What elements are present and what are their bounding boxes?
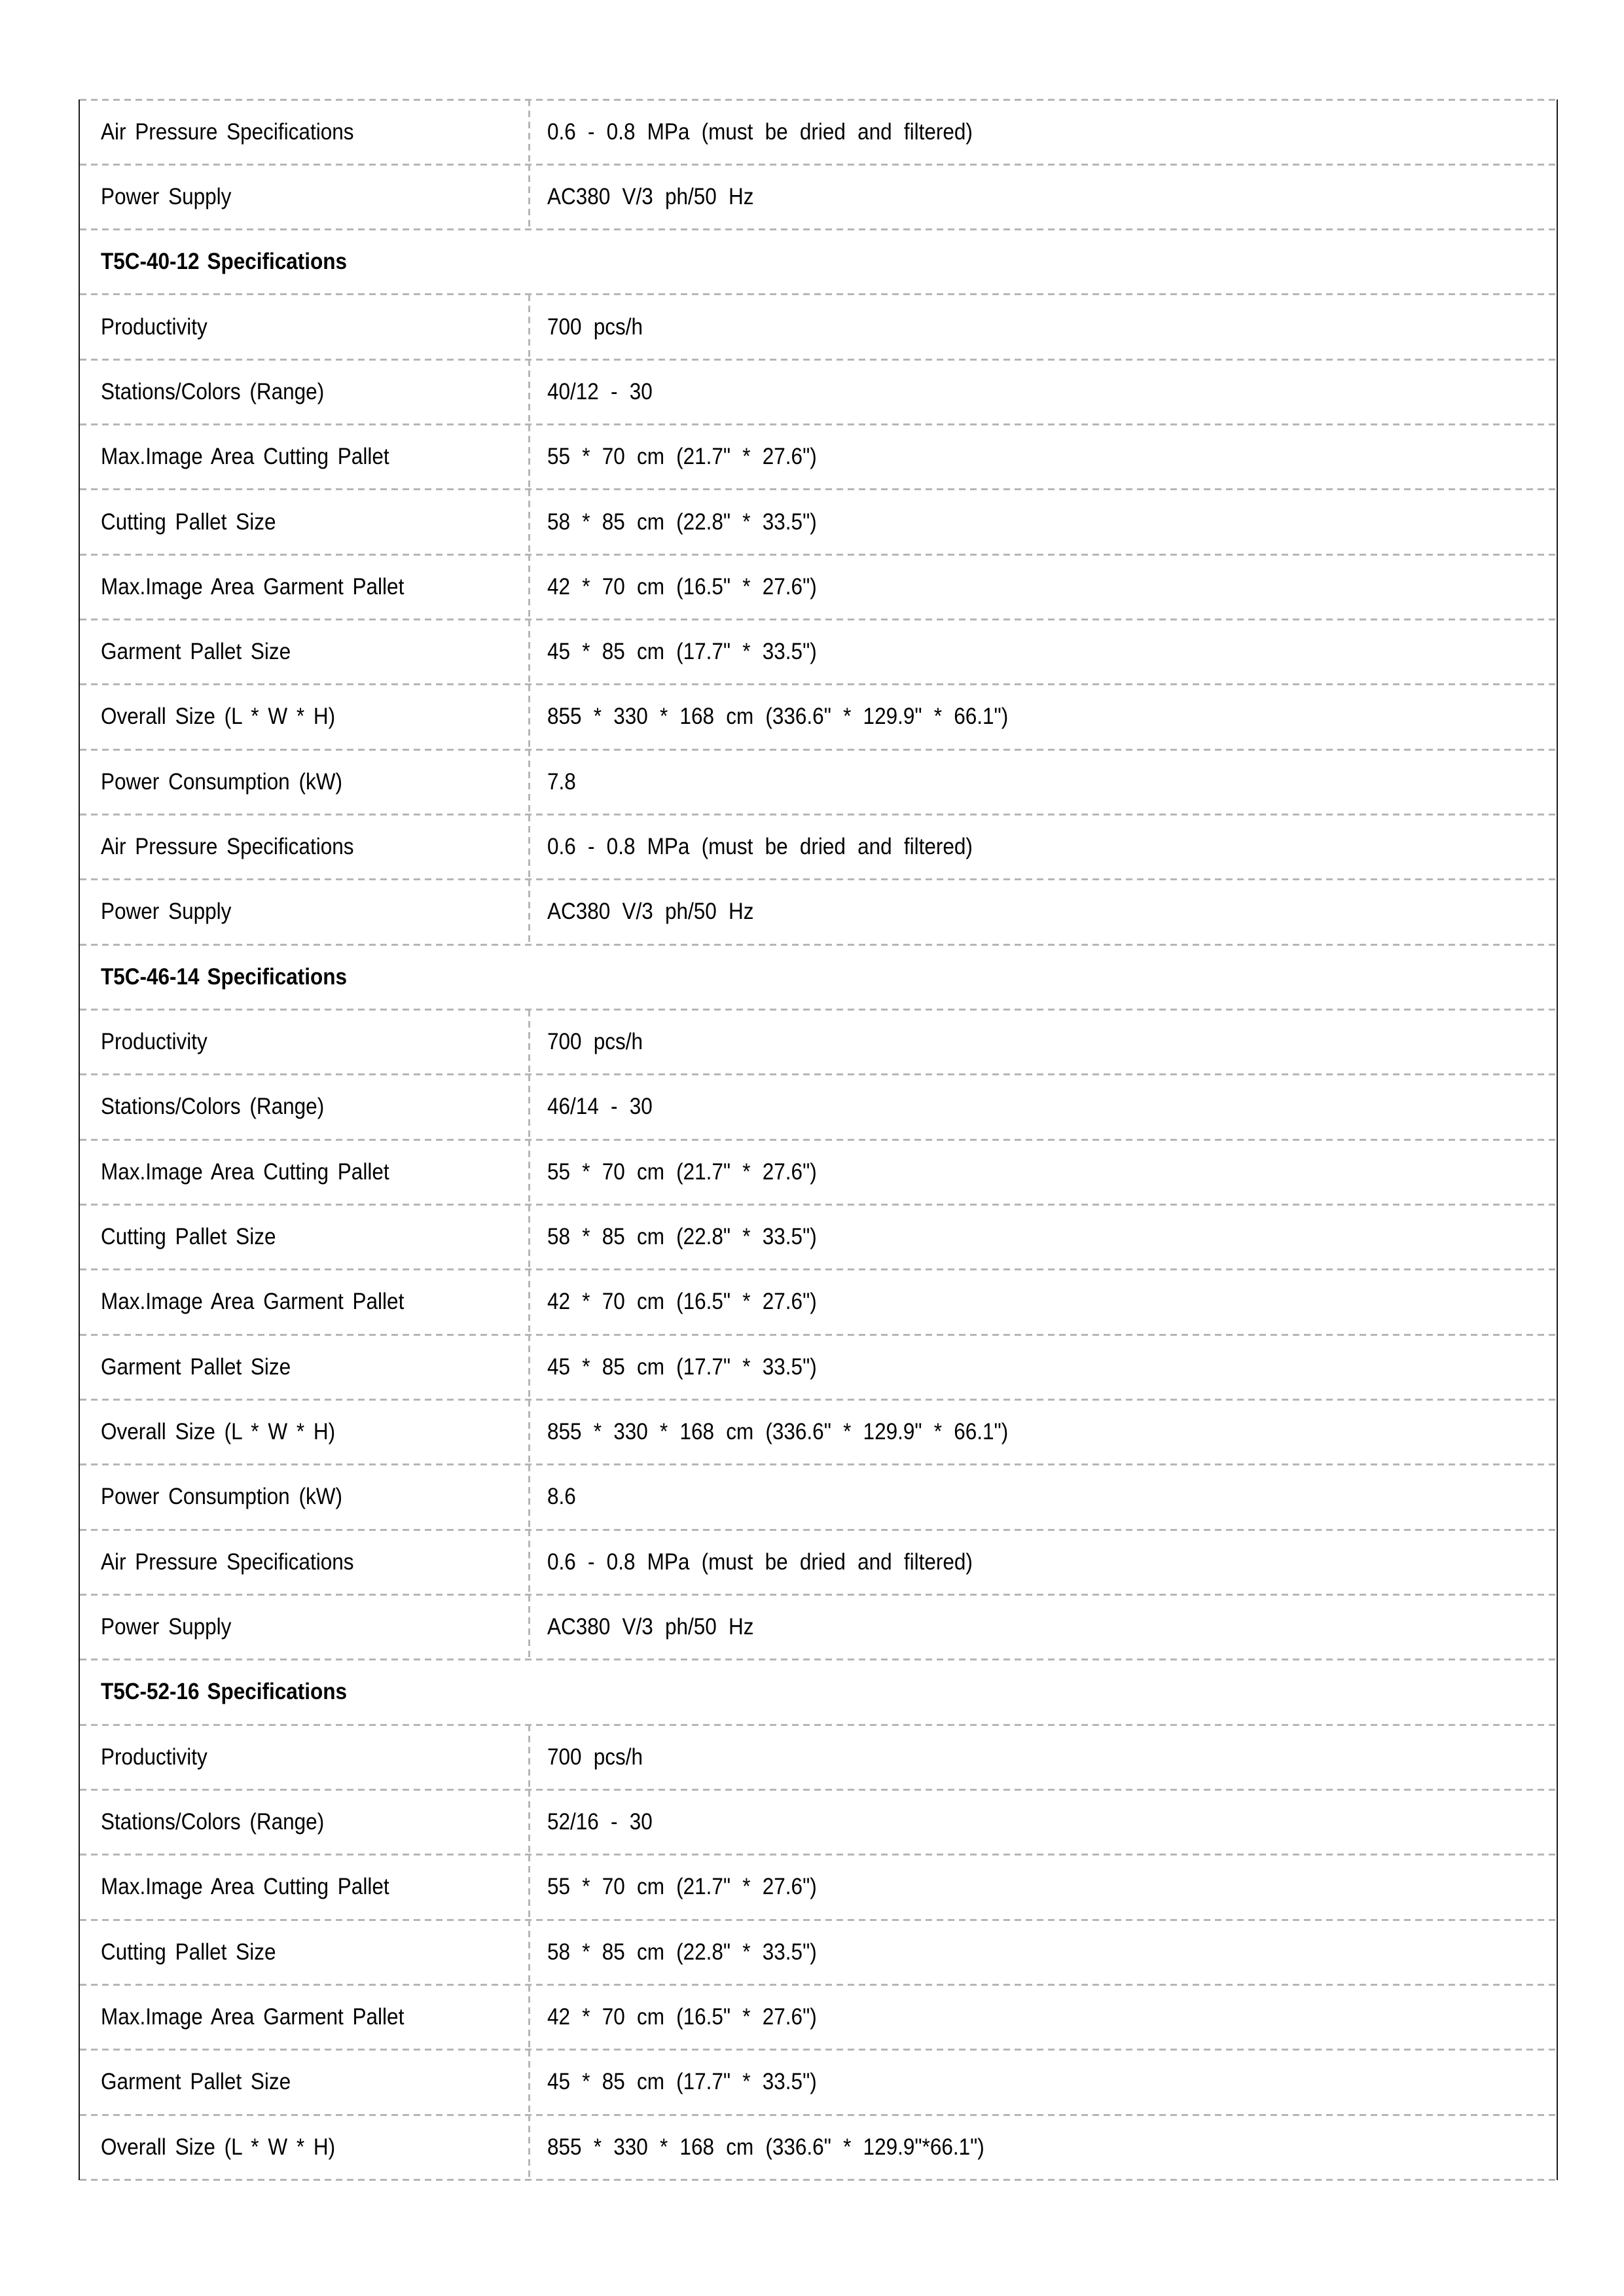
- spec-value: 40/12 - 30: [547, 378, 653, 404]
- spec-label: Power Supply: [101, 899, 232, 925]
- spec-value-cell: [528, 1920, 1557, 1984]
- spec-row: [80, 620, 1557, 685]
- spec-value: 700 pcs/h: [547, 1029, 643, 1055]
- spec-label-cell: [80, 1939, 528, 1965]
- spec-label: Stations/Colors (Range): [101, 1809, 325, 1835]
- spec-label: Stations/Colors (Range): [101, 1094, 325, 1120]
- spec-value: 7.8: [547, 768, 576, 795]
- spec-value: 855 * 330 * 168 cm (336.6" * 129.9" * 66.1"): [547, 704, 1009, 730]
- spec-label: Cutting Pallet Size: [101, 1939, 276, 1965]
- spec-value-cell: [528, 490, 1557, 554]
- spec-value-cell: [528, 164, 1557, 229]
- spec-label-cell: [80, 1159, 528, 1185]
- spec-label-cell: [80, 1874, 528, 1900]
- section-title-cell: [80, 249, 528, 275]
- spec-label: Overall Size (L * W * H): [101, 2134, 336, 2160]
- spec-label: Garment Pallet Size: [101, 639, 291, 665]
- spec-value-cell: [528, 1139, 1557, 1204]
- spec-row: [80, 880, 1557, 944]
- spec-label-cell: [80, 119, 528, 145]
- spec-label: Overall Size (L * W * H): [101, 704, 336, 730]
- spec-label: Air Pressure Specifications: [101, 834, 354, 860]
- spec-label-cell: [80, 509, 528, 535]
- spec-label-cell: [80, 704, 528, 730]
- spec-label: Max.Image Area Garment Pallet: [101, 2004, 405, 2030]
- spec-label-cell: [80, 1549, 528, 1575]
- spec-value-cell: [528, 1010, 1557, 1075]
- spec-value: 55 * 70 cm (21.7" * 27.6"): [547, 1874, 817, 1900]
- spec-row: [80, 1985, 1557, 2050]
- spec-value: AC380 V/3 ph/50 Hz: [547, 1614, 754, 1640]
- spec-value-cell: [528, 1335, 1557, 1399]
- spec-label: Stations/Colors (Range): [101, 378, 325, 404]
- spec-row: [80, 359, 1557, 424]
- spec-value-cell: [528, 2050, 1557, 2115]
- spec-row: [80, 1465, 1557, 1530]
- spec-value: 42 * 70 cm (16.5" * 27.6"): [547, 1289, 817, 1315]
- spec-label-cell: [80, 2069, 528, 2095]
- spec-value: 45 * 85 cm (17.7" * 33.5"): [547, 2069, 817, 2095]
- section-title: T5C-46-14 Specifications: [101, 963, 348, 990]
- spec-row: [80, 164, 1557, 229]
- spec-value: 0.6 - 0.8 MPa (must be dried and filtered): [547, 118, 973, 145]
- spec-value: 58 * 85 cm (22.8" * 33.5"): [547, 1939, 817, 1965]
- spec-label: Productivity: [101, 1744, 208, 1770]
- spec-label: Air Pressure Specifications: [101, 118, 354, 145]
- spec-value: 45 * 85 cm (17.7" * 33.5"): [547, 1354, 817, 1380]
- spec-label-cell: [80, 899, 528, 925]
- spec-value: 42 * 70 cm (16.5" * 27.6"): [547, 573, 817, 600]
- spec-value-cell: [528, 1855, 1557, 1920]
- spec-label: Max.Image Area Cutting Pallet: [101, 1874, 389, 1900]
- spec-row: [80, 1725, 1557, 1789]
- spec-value: 700 pcs/h: [547, 1744, 643, 1770]
- spec-value: 46/14 - 30: [547, 1094, 653, 1120]
- spec-label: Power Supply: [101, 183, 232, 209]
- spec-row: [80, 1790, 1557, 1855]
- spec-value: 55 * 70 cm (21.7" * 27.6"): [547, 444, 817, 470]
- spec-row: [80, 685, 1557, 749]
- spec-label-cell: [80, 379, 528, 405]
- spec-value-cell: [528, 554, 1557, 619]
- spec-label: Power Consumption (kW): [101, 1484, 342, 1510]
- section-header-row: [80, 1660, 1557, 1725]
- spec-row: [80, 1530, 1557, 1594]
- spec-label: Productivity: [101, 1029, 208, 1055]
- spec-row: [80, 1270, 1557, 1335]
- spec-label-cell: [80, 184, 528, 210]
- spec-value: 855 * 330 * 168 cm (336.6" * 129.9"*66.1"): [547, 2134, 984, 2160]
- spec-value-cell: [528, 1465, 1557, 1530]
- spec-value-cell: [528, 359, 1557, 424]
- spec-label-cell: [80, 1224, 528, 1250]
- spec-value: 700 pcs/h: [547, 314, 643, 340]
- spec-row: [80, 749, 1557, 814]
- spec-label-cell: [80, 1484, 528, 1510]
- spec-label-cell: [80, 834, 528, 860]
- spec-value-cell: [528, 1595, 1557, 1660]
- spec-label: Max.Image Area Garment Pallet: [101, 1289, 405, 1315]
- spec-label: Max.Image Area Cutting Pallet: [101, 444, 389, 470]
- spec-row: [80, 2115, 1557, 2179]
- spec-label: Cutting Pallet Size: [101, 1224, 276, 1250]
- spec-label-cell: [80, 314, 528, 340]
- spec-label-cell: [80, 1744, 528, 1770]
- spec-label: Garment Pallet Size: [101, 1354, 291, 1380]
- spec-value-cell: [528, 99, 1557, 164]
- spec-label-cell: [80, 1289, 528, 1315]
- spec-value-cell: [528, 1400, 1557, 1465]
- spec-value-cell: [528, 2115, 1557, 2179]
- spec-value: 42 * 70 cm (16.5" * 27.6"): [547, 2004, 817, 2030]
- spec-value: 855 * 330 * 168 cm (336.6" * 129.9" * 66.1"): [547, 1419, 1009, 1445]
- spec-row: [80, 1139, 1557, 1204]
- spec-value: 45 * 85 cm (17.7" * 33.5"): [547, 639, 817, 665]
- spec-value-cell: [528, 1075, 1557, 1139]
- spec-value-cell: [528, 425, 1557, 490]
- spec-label: Garment Pallet Size: [101, 2069, 291, 2095]
- spec-value: 58 * 85 cm (22.8" * 33.5"): [547, 1224, 817, 1250]
- spec-row: [80, 425, 1557, 490]
- spec-label: Cutting Pallet Size: [101, 509, 276, 535]
- spec-row: [80, 1075, 1557, 1139]
- section-header-row: [80, 944, 1557, 1009]
- spec-row: [80, 1595, 1557, 1660]
- spec-label-cell: [80, 574, 528, 600]
- spec-value: 52/16 - 30: [547, 1809, 653, 1835]
- spec-row: [80, 490, 1557, 554]
- spec-row: [80, 1010, 1557, 1075]
- spec-row: [80, 99, 1557, 164]
- spec-label-cell: [80, 2134, 528, 2161]
- spec-value: AC380 V/3 ph/50 Hz: [547, 183, 754, 209]
- spec-row: [80, 1920, 1557, 1984]
- spec-label-cell: [80, 769, 528, 795]
- spec-label-cell: [80, 1029, 528, 1055]
- section-title: T5C-52-16 Specifications: [101, 1679, 348, 1705]
- spec-label-cell: [80, 1419, 528, 1445]
- spec-value-cell: [528, 1790, 1557, 1855]
- spec-value: 0.6 - 0.8 MPa (must be dried and filtered): [547, 1549, 973, 1575]
- spec-row: [80, 815, 1557, 880]
- spec-value-cell: [528, 1985, 1557, 2050]
- spec-label: Air Pressure Specifications: [101, 1549, 354, 1575]
- spec-row: [80, 1400, 1557, 1465]
- spec-label-cell: [80, 2004, 528, 2030]
- section-title-cell: [80, 964, 528, 990]
- spec-label-cell: [80, 1614, 528, 1640]
- spec-label-cell: [80, 1809, 528, 1835]
- spec-value-cell: [528, 815, 1557, 880]
- spec-row: [80, 554, 1557, 619]
- spec-value-cell: [528, 295, 1557, 359]
- spec-value: 55 * 70 cm (21.7" * 27.6"): [547, 1158, 817, 1185]
- spec-value-cell: [528, 880, 1557, 944]
- spec-value-cell: [528, 1270, 1557, 1335]
- spec-row: [80, 2050, 1557, 2115]
- spec-value: AC380 V/3 ph/50 Hz: [547, 899, 754, 925]
- spec-label-cell: [80, 1094, 528, 1120]
- spec-label: Max.Image Area Garment Pallet: [101, 573, 405, 600]
- section-header-row: [80, 230, 1557, 295]
- spec-value: 0.6 - 0.8 MPa (must be dried and filtered): [547, 834, 973, 860]
- spec-row: [80, 295, 1557, 359]
- spec-label-cell: [80, 444, 528, 470]
- spec-label: Power Consumption (kW): [101, 768, 342, 795]
- spec-label: Power Supply: [101, 1614, 232, 1640]
- spec-label: Overall Size (L * W * H): [101, 1419, 336, 1445]
- spec-table: [79, 99, 1558, 2180]
- section-title-cell: [80, 1679, 528, 1705]
- spec-row: [80, 1335, 1557, 1399]
- spec-row: [80, 1205, 1557, 1270]
- spec-label-cell: [80, 1354, 528, 1380]
- section-title: T5C-40-12 Specifications: [101, 249, 348, 275]
- spec-value: 8.6: [547, 1484, 576, 1510]
- spec-label: Max.Image Area Cutting Pallet: [101, 1158, 389, 1185]
- spec-value-cell: [528, 1725, 1557, 1789]
- spec-label: Productivity: [101, 314, 208, 340]
- spec-row: [80, 1855, 1557, 1920]
- spec-value-cell: [528, 685, 1557, 749]
- spec-value: 58 * 85 cm (22.8" * 33.5"): [547, 509, 817, 535]
- spec-value-cell: [528, 749, 1557, 814]
- spec-value-cell: [528, 1530, 1557, 1594]
- spec-value-cell: [528, 620, 1557, 685]
- spec-label-cell: [80, 639, 528, 665]
- spec-value-cell: [528, 1205, 1557, 1270]
